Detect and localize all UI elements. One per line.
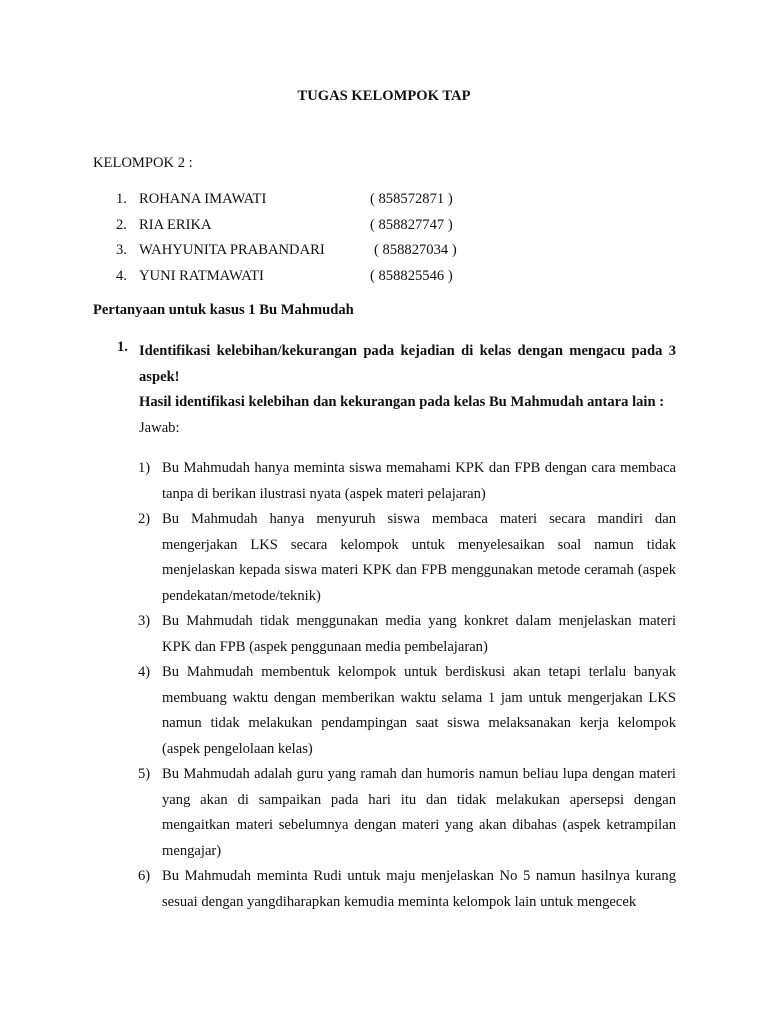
member-name: RIA ERIKA — [139, 216, 212, 233]
answer-item — [138, 609, 676, 660]
member-item — [116, 268, 676, 294]
group-label: KELOMPOK 2 : — [93, 155, 193, 171]
answer-number: 5) — [138, 766, 151, 782]
member-nim: ( 858825546 ) — [370, 267, 453, 284]
answer-number: 1) — [138, 460, 151, 476]
answer-number: 3) — [138, 613, 151, 629]
member-nim: ( 858827034 ) — [374, 242, 457, 258]
answer-text: Bu Mahmudah tidak menggunakan media yang konkret dalam menjelaskan materi KPK dan FPB (aspek penggunaan media pembelajaran) — [162, 613, 676, 655]
member-number: 4. — [116, 267, 127, 284]
answer-item — [138, 507, 676, 609]
answer-text: Bu Mahmudah membentuk kelompok untuk berdiskusi akan tetapi terlalu banyak membuang waktu dengan memberikan waktu selama 1 jam untuk mengerjakan LKS namun tidak melakukan pendampingan saat siswa melaksanakan kerja kelompok (aspek pengelolaan kelas) — [162, 664, 676, 757]
answer-label: Jawab: — [139, 419, 180, 436]
answer-item — [138, 864, 676, 915]
result-intro: Hasil identifikasi kelebihan dan kekurangan pada kelas Bu Mahmudah antara lain : — [139, 394, 665, 410]
answer-text: Bu Mahmudah meminta Rudi untuk maju menjelaskan No 5 namun hasilnya kurang sesuai dengan yangdiharapkan kemudia meminta kelompok lain untuk mengecek — [162, 868, 676, 910]
answer-number: 2) — [138, 511, 151, 527]
member-item — [116, 217, 676, 243]
member-item — [116, 191, 676, 217]
question-1 — [117, 339, 676, 441]
answer-item — [138, 762, 676, 864]
member-item — [116, 242, 676, 268]
question-heading: Pertanyaan untuk kasus 1 Bu Mahmudah — [93, 302, 354, 318]
question-text: Identifikasi kelebihan/kekurangan pada kejadian di kelas dengan mengacu pada 3 aspek! — [139, 343, 676, 385]
answer-text: Bu Mahmudah hanya menyuruh siswa membaca materi secara mandiri dan mengerjakan LKS secara kelompok untuk menyelesaikan soal namun tidak menjelaskan kepada siswa materi KPK dan FPB menggunakan metode ceramah (aspek pendekatan/metode/teknik) — [162, 511, 676, 604]
member-list — [116, 191, 676, 293]
answer-item — [138, 660, 676, 762]
document-title: TUGAS KELOMPOK TAP — [297, 88, 471, 104]
question-body — [139, 339, 676, 441]
member-name: YUNI RATMAWATI — [139, 267, 264, 284]
member-number: 3. — [116, 242, 127, 258]
member-name: WAHYUNITA PRABANDARI — [139, 242, 325, 258]
member-nim: ( 858827747 ) — [370, 216, 453, 233]
member-number: 1. — [116, 191, 127, 207]
answer-text: Bu Mahmudah hanya meminta siswa memahami KPK dan FPB dengan cara membaca tanpa di berikan ilustrasi nyata (aspek materi pelajaran) — [162, 460, 676, 502]
member-number: 2. — [116, 216, 127, 233]
answer-text: Bu Mahmudah adalah guru yang ramah dan humoris namun beliau lupa dengan materi yang akan di sampaikan pada hari itu dan tidak melakukan apersepsi dengan mengaitkan materi sebelumnya dengan materi yang akan dibahas (aspek ketrampilan mengajar) — [162, 766, 676, 859]
answer-list — [138, 456, 676, 915]
member-nim: ( 858572871 ) — [370, 191, 453, 207]
answer-number: 6) — [138, 868, 151, 884]
question-number: 1. — [117, 339, 128, 355]
member-name: ROHANA IMAWATI — [139, 191, 267, 207]
answer-item — [138, 456, 676, 507]
answer-number: 4) — [138, 664, 151, 680]
